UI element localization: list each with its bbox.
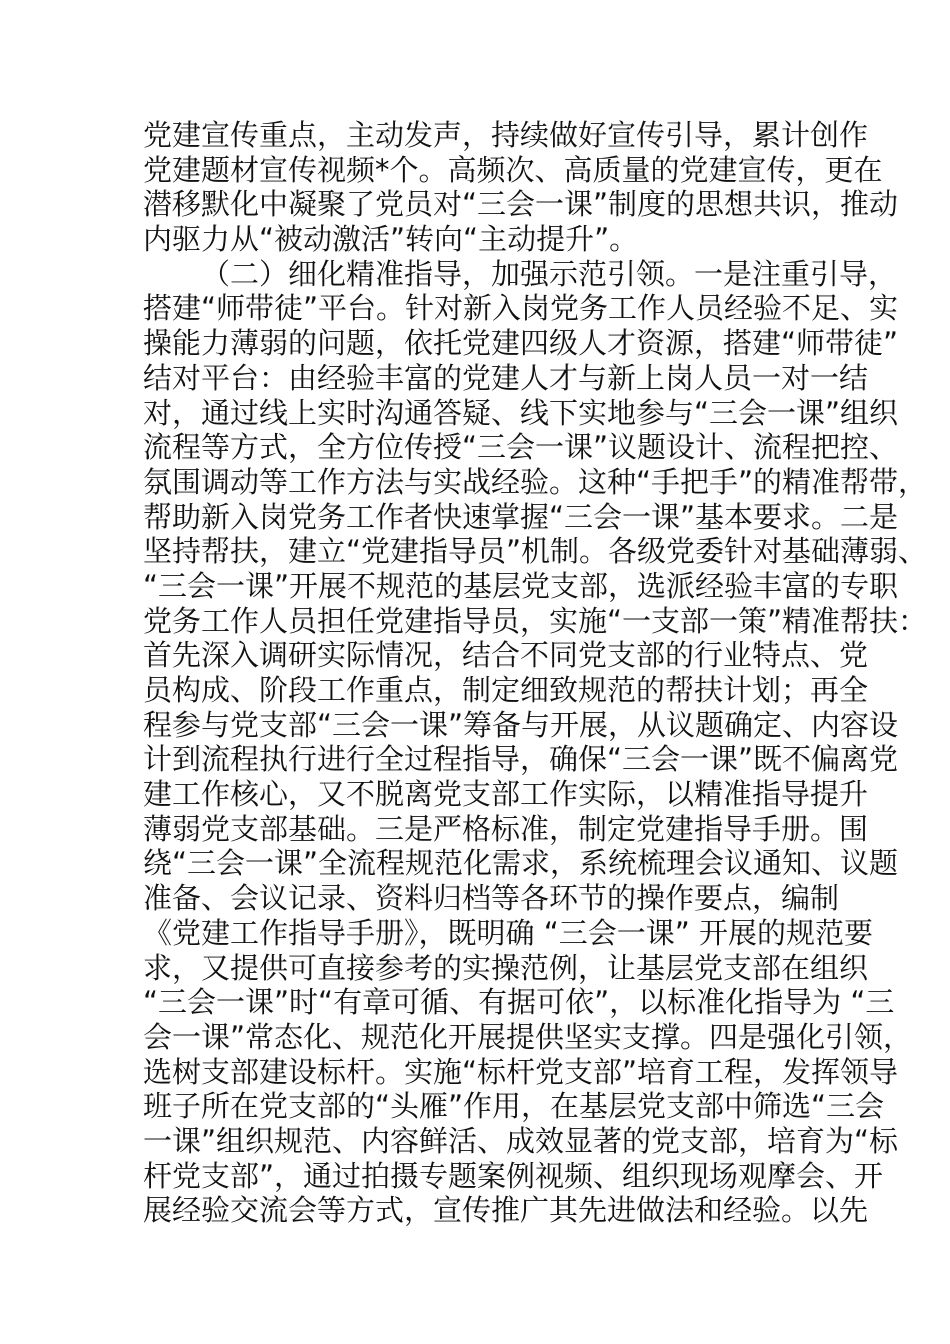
text-line: 党建宣传重点，主动发声，持续做好宣传引导，累计创作	[143, 118, 869, 152]
text-line: 操能力薄弱的问题，依托党建四级人才资源，搭建“师带徒”	[143, 326, 899, 361]
text-line: 帮助新入岗党务工作者快速掌握“三会一课”基本要求。二是	[143, 499, 899, 534]
text-line: 建工作核心，又不脱离党支部工作实际，以精准指导提升	[143, 777, 869, 812]
text-line: 搭建“师带徒”平台。针对新入岗党务工作人员经验不足、实	[143, 291, 899, 326]
text-line: 首先深入调研实际情况，结合不同党支部的行业特点、党	[143, 638, 869, 673]
text-line: “三会一课”时“有章可循、有据可依”，以标准化指导为 “三	[143, 985, 895, 1020]
document-page	[143, 118, 928, 1228]
text-line: 会一课”常态化、规范化开展提供坚实支撑。四是强化引领，	[143, 1019, 913, 1054]
text-line: 展经验交流会等方式，宣传推广其先进做法和经验。以先	[143, 1193, 869, 1228]
text-line: 党建题材宣传视频*个。高频次、高质量的党建宣传，更在	[143, 152, 883, 187]
text-line: （二）细化精准指导，加强示范引领。一是注重引导，	[201, 256, 898, 291]
text-line: 潜移默化中凝聚了党员对“三会一课”制度的思想共识，推动	[143, 187, 899, 222]
text-line: 党务工作人员担任党建指导员，实施“一支部一策”精准帮扶：	[143, 603, 928, 638]
text-line: 杆党支部”，通过拍摄专题案例视频、组织现场观摩会、开	[143, 1158, 884, 1193]
text-line: 氛围调动等工作方法与实战经验。这种“手把手”的精准帮带，	[143, 464, 928, 499]
text-line: 准备、会议记录、资料归档等各环节的操作要点，编制	[143, 881, 840, 916]
text-line: 班子所在党支部的“头雁”作用，在基层党支部中筛选“三会	[143, 1089, 885, 1124]
text-line: 内驱力从“被动激活”转向“主动提升”。	[143, 222, 639, 257]
text-line: 流程等方式，全方位传授“三会一课”议题设计、流程把控、	[143, 430, 899, 465]
text-line: 选树支部建设标杆。实施“标杆党支部”培育工程，发挥领导	[143, 1054, 899, 1089]
text-line: 求，又提供可直接参考的实操范例，让基层党支部在组织	[143, 950, 869, 985]
text-line: 一课”组织规范、内容鲜活、成效显著的党支部，培育为“标	[143, 1123, 899, 1158]
text-line: 计到流程执行进行全过程指导，确保“三会一课”既不偏离党	[143, 742, 899, 777]
text-line: 结对平台：由经验丰富的党建人才与新上岗人员一对一结	[143, 360, 869, 395]
text-line: 坚持帮扶，建立“党建指导员”机制。各级党委针对基础薄弱、	[143, 534, 928, 569]
text-line: 薄弱党支部基础。三是严格标准，制定党建指导手册。围	[143, 811, 869, 846]
text-line: 员构成、阶段工作重点，制定细致规范的帮扶计划；再全	[143, 673, 869, 707]
text-line: 对，通过线上实时沟通答疑、线下实地参与“三会一课”组织	[143, 395, 899, 430]
text-line: 《党建工作指导手册》，既明确 “三会一课” 开展的规范要	[143, 915, 873, 950]
text-line: 程参与党支部“三会一课”筹备与开展，从议题确定、内容设	[143, 707, 899, 742]
text-line: 绕“三会一课”全流程规范化需求，系统梳理会议通知、议题	[143, 846, 899, 881]
text-line: “三会一课”开展不规范的基层党支部，选派经验丰富的专职	[143, 568, 899, 603]
